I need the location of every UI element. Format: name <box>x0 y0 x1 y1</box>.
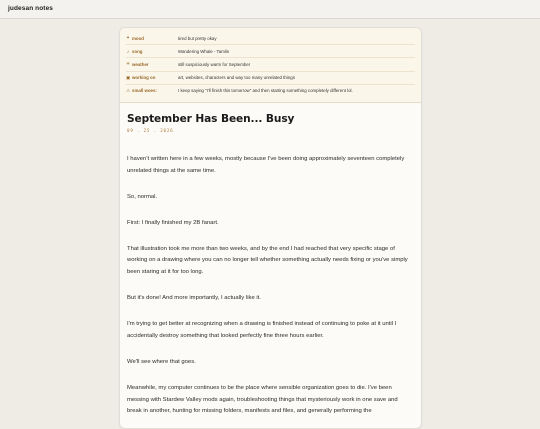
site-title[interactable]: judesan notes <box>8 5 54 12</box>
music-note-icon: ♪ <box>126 48 130 54</box>
status-value-working-on: art, websites, characters and way too many unrelated things <box>178 75 295 81</box>
status-key-mood: mood <box>132 35 144 41</box>
status-row-mood <box>126 32 415 45</box>
paragraph: Meanwhile, my computer continues to be the place where sensible organization goes to die. I've been messing with Stardew Valley mods again, troubleshooting things that mysteriously work in one save and break in another, hunting for missing folders, manifests and files, and generally performing the <box>127 384 398 415</box>
status-key-small-woes: small woes: <box>132 88 157 94</box>
sparkle-icon: ✦ <box>126 35 130 41</box>
top-bar <box>0 0 540 19</box>
status-value-song: Wandering Whale - Tamlin <box>178 48 230 54</box>
post-title: September Has Been... Busy <box>127 112 295 125</box>
folder-icon: ▣ <box>126 74 131 80</box>
paragraph: I haven't written here in a few weeks, mostly because I've been doing approximately seventeen completely unrelated things at the same time. <box>127 155 405 174</box>
status-key-song: song <box>132 48 143 54</box>
status-row-small-woes <box>126 85 415 97</box>
status-value-weather: still suspiciously warm for September <box>178 61 251 67</box>
status-row-song <box>126 45 415 58</box>
post <box>120 113 421 418</box>
paragraph: I'm trying to get better at recognizing when a drawing is finished instead of continuing to poke at it until I accidentally destroy something that looked perfectly fine three hours earlier. <box>127 321 397 339</box>
paragraph: But it's done! And more importantly, I actually like it. <box>127 295 261 302</box>
paragraph: That illustration took me more than two weeks, and by the end I had reached that very specific stage of working on a drawing where you can no longer tell whether something actually needs fixing or you've simply been staring at it for too long. <box>127 245 408 275</box>
post-body <box>127 133 414 418</box>
warning-icon: ⚠ <box>126 87 131 93</box>
post-card <box>119 27 422 429</box>
status-key-working-on: working on <box>132 75 156 81</box>
paragraph: So, normal. <box>127 193 158 200</box>
status-value-mood: tired but pretty okay <box>178 35 217 41</box>
post-date: 09 . 25 . 2026 <box>127 127 174 133</box>
status-panel <box>120 28 421 103</box>
paragraph: First: I finally finished my 2B fanart. <box>127 219 219 226</box>
status-row-weather <box>126 58 415 71</box>
sun-icon: ☀ <box>126 61 131 67</box>
status-value-small-woes: I keep saying "I'll finish this tomorrow" and then starting something completely different lol. <box>178 88 353 94</box>
status-row-working-on <box>126 72 415 85</box>
status-key-weather: weather <box>132 61 149 67</box>
paragraph: We'll see where that goes. <box>127 358 196 365</box>
